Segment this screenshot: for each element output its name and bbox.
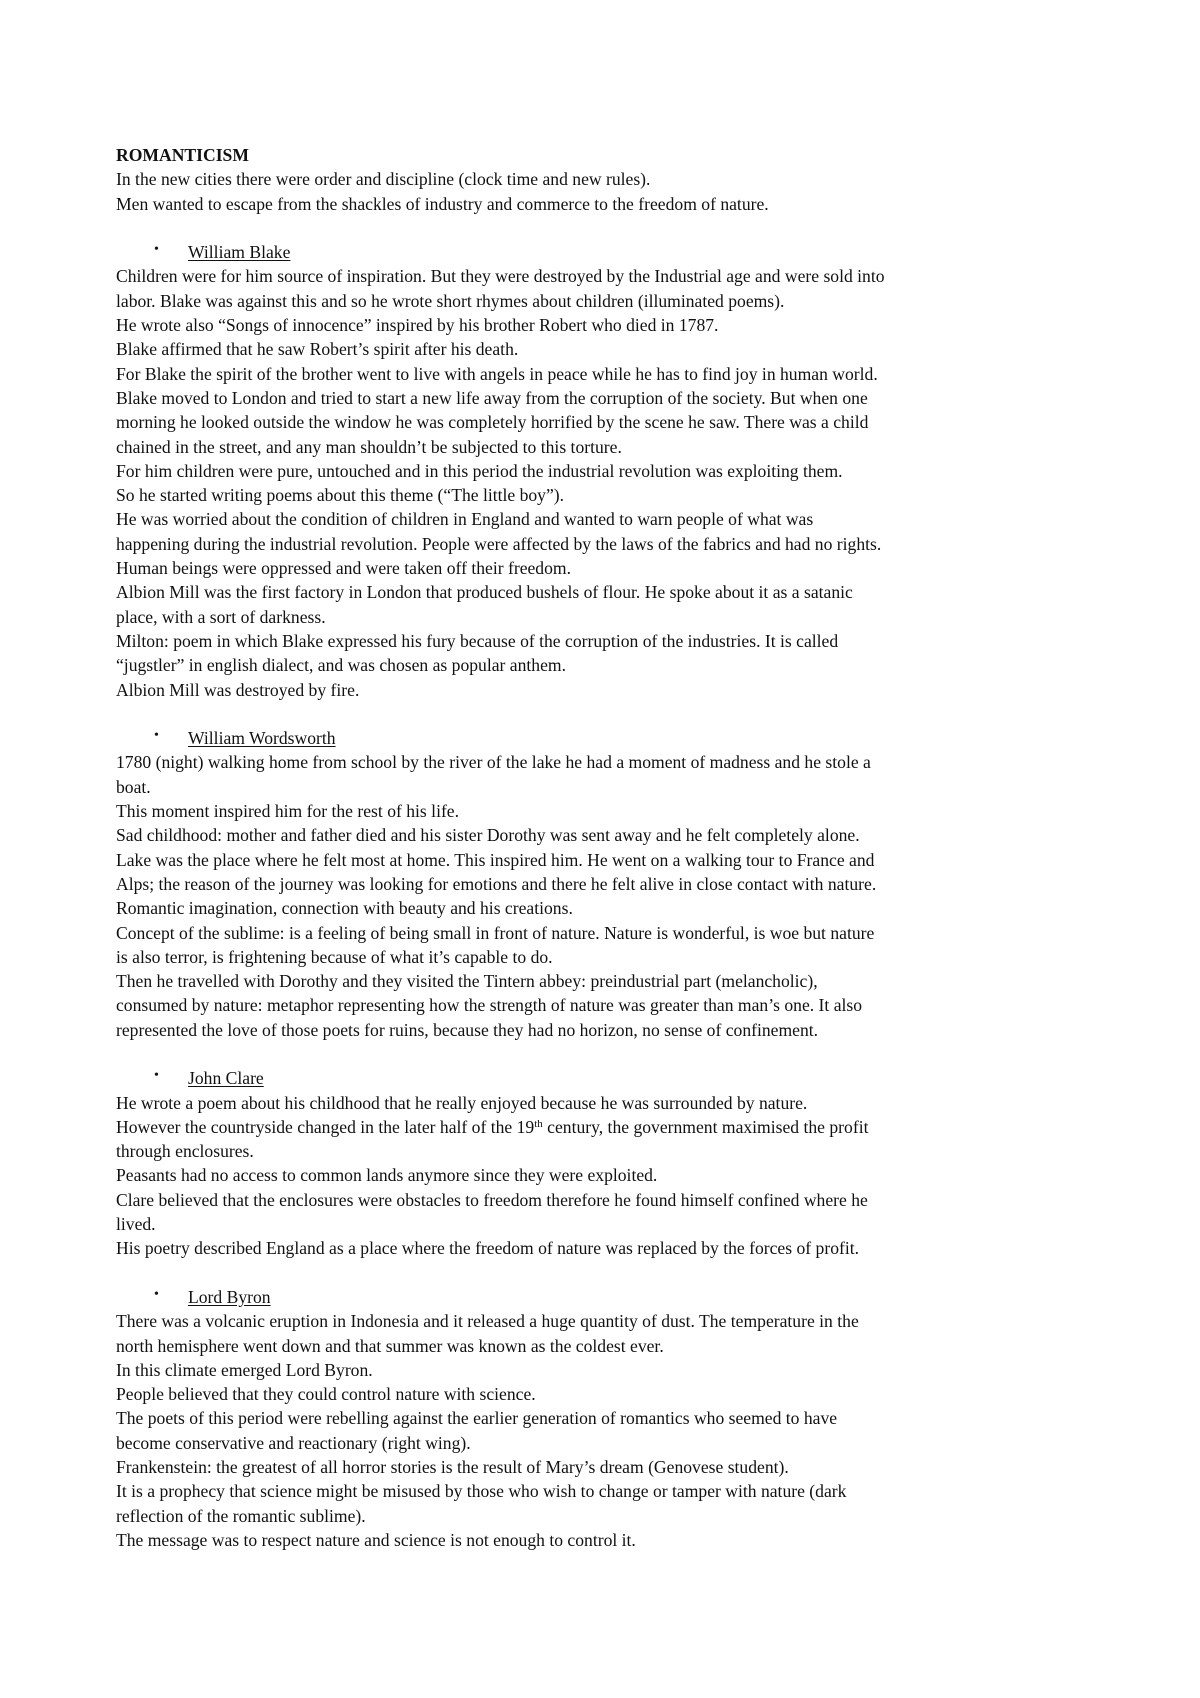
section-heading: William Blake [188, 242, 291, 263]
paragraph-line: Alps; the reason of the journey was looking for emotions and there he felt alive in close contact with nature. [116, 873, 877, 894]
paragraph-line: lived. [116, 1214, 156, 1235]
paragraph-line: This moment inspired him for the rest of his life. [116, 801, 460, 822]
paragraph-line: become conservative and reactionary (right wing). [116, 1432, 471, 1453]
paragraph-line: He wrote a poem about his childhood that he really enjoyed because he was surrounded by nature. [116, 1092, 808, 1113]
paragraph-line: happening during the industrial revolution. People were affected by the laws of the fabrics and had no rights. [116, 533, 882, 554]
paragraph-line: Peasants had no access to common lands anymore since they were exploited. [116, 1165, 658, 1186]
paragraph-line: His poetry described England as a place where the freedom of nature was replaced by the forces of profit. [116, 1238, 860, 1259]
paragraph-line: north hemisphere went down and that summer was known as the coldest ever. [116, 1335, 664, 1356]
section-heading-row [116, 240, 1116, 264]
paragraph-line: morning he looked outside the window he was completely horrified by the scene he saw. There was a child [116, 412, 869, 433]
bullet-icon: • [154, 728, 159, 744]
section-heading: William Wordsworth [188, 728, 336, 749]
paragraph-line: For Blake the spirit of the brother went to live with angels in peace while he has to find joy in human world. [116, 363, 878, 384]
document-title: ROMANTICISM [116, 145, 249, 165]
paragraph-line: place, with a sort of darkness. [116, 606, 326, 627]
paragraph-line: Blake moved to London and tried to start a new life away from the corruption of the society. But when one [116, 387, 868, 408]
section-john-clare [116, 1066, 1116, 1260]
paragraph-line: Sad childhood: mother and father died and his sister Dorothy was sent away and he felt completely alone. [116, 825, 860, 846]
paragraph-line: People believed that they could control nature with science. [116, 1384, 536, 1405]
section-heading: John Clare [188, 1068, 264, 1089]
intro-line: Men wanted to escape from the shackles of industry and commerce to the freedom of nature. [116, 193, 769, 214]
section-heading: Lord Byron [188, 1286, 271, 1307]
paragraph-line: 1780 (night) walking home from school by the river of the lake he had a moment of madness and he stole a [116, 752, 871, 773]
paragraph-line: Human beings were oppressed and were taken off their freedom. [116, 558, 571, 579]
paragraph-line: There was a volcanic eruption in Indonesia and it released a huge quantity of dust. The temperature in the [116, 1311, 859, 1332]
section-william-wordsworth [116, 726, 1116, 1042]
section-heading-row [116, 726, 1116, 750]
document-page [116, 143, 1116, 1552]
section-heading-row [116, 1285, 1116, 1309]
paragraph-line: However the countryside changed in the later half of the 19th century, the government maximised the profit [116, 1116, 869, 1137]
paragraph-line: Blake affirmed that he saw Robert’s spirit after his death. [116, 339, 519, 360]
paragraph-line: consumed by nature: metaphor representing how the strength of nature was greater than man’s one. It also [116, 995, 863, 1016]
paragraph-line: Milton: poem in which Blake expressed his fury because of the corruption of the industries. It is called [116, 630, 839, 651]
paragraph-line: Children were for him source of inspiration. But they were destroyed by the Industrial age and were sold into [116, 266, 885, 287]
paragraph-line: In this climate emerged Lord Byron. [116, 1359, 373, 1380]
section-lord-byron [116, 1285, 1116, 1552]
paragraph-line: The poets of this period were rebelling against the earlier generation of romantics who seemed to have [116, 1408, 838, 1429]
bullet-icon: • [154, 242, 159, 258]
paragraph-line: For him children were pure, untouched and in this period the industrial revolution was exploiting them. [116, 460, 843, 481]
paragraph-line: It is a prophecy that science might be misused by those who wish to change or tamper with nature (dark [116, 1481, 847, 1502]
paragraph-line: is also terror, is frightening because of what it’s capable to do. [116, 946, 553, 967]
paragraph-line: represented the love of those poets for ruins, because they had no horizon, no sense of confinement. [116, 1019, 819, 1040]
section-william-blake [116, 240, 1116, 702]
paragraph-line: Albion Mill was the first factory in London that produced bushels of flour. He spoke about it as a satanic [116, 582, 853, 603]
bullet-icon: • [154, 1286, 159, 1302]
section-heading-row [116, 1066, 1116, 1090]
paragraph-line: reflection of the romantic sublime). [116, 1505, 366, 1526]
paragraph-line: Clare believed that the enclosures were obstacles to freedom therefore he found himself confined where he [116, 1189, 868, 1210]
paragraph-line: Lake was the place where he felt most at home. This inspired him. He went on a walking tour to France and [116, 849, 875, 870]
paragraph-line: labor. Blake was against this and so he wrote short rhymes about children (illuminated poems). [116, 290, 785, 311]
paragraph-line: Then he travelled with Dorothy and they visited the Tintern abbey: preindustrial part (melancholic), [116, 971, 818, 992]
intro-line: In the new cities there were order and discipline (clock time and new rules). [116, 169, 651, 190]
paragraph-line: “jugstler” in english dialect, and was chosen as popular anthem. [116, 655, 566, 676]
paragraph-line: through enclosures. [116, 1141, 254, 1162]
paragraph-line: So he started writing poems about this theme (“The little boy”). [116, 485, 565, 506]
paragraph-line: Concept of the sublime: is a feeling of being small in front of nature. Nature is wonderful, is woe but nature [116, 922, 875, 943]
bullet-icon: • [154, 1068, 159, 1084]
paragraph-line: Romantic imagination, connection with beauty and his creations. [116, 898, 573, 919]
paragraph-line: Frankenstein: the greatest of all horror stories is the result of Mary’s dream (Genovese student). [116, 1457, 789, 1478]
paragraph-line: chained in the street, and any man shouldn’t be subjected to this torture. [116, 436, 622, 457]
paragraph-line: Albion Mill was destroyed by fire. [116, 679, 360, 700]
paragraph-line: boat. [116, 776, 151, 797]
paragraph-line: He wrote also “Songs of innocence” inspired by his brother Robert who died in 1787. [116, 315, 719, 336]
paragraph-line: He was worried about the condition of children in England and wanted to warn people of what was [116, 509, 814, 530]
paragraph-line: The message was to respect nature and science is not enough to control it. [116, 1529, 636, 1550]
